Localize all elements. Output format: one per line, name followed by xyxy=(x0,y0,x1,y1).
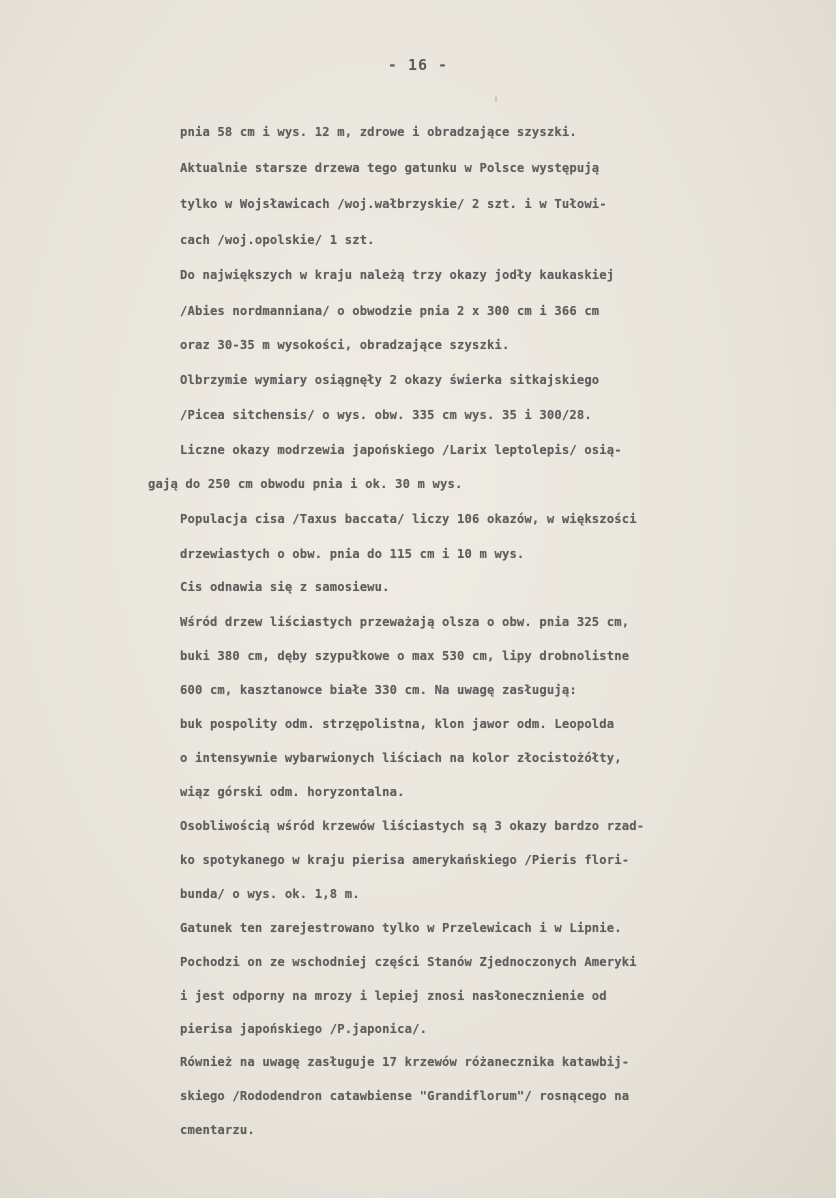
text-line: i jest odporny na mrozy i lepiej znosi nasłonecznienie od xyxy=(180,989,607,1003)
text-line: buk pospolity odm. strzępolistna, klon jawor odm. Leopolda xyxy=(180,717,615,731)
text-line: 600 cm, kasztanowce białe 330 cm. Na uwagę zasługują: xyxy=(180,683,577,697)
text-line: Aktualnie starsze drzewa tego gatunku w Polsce występują xyxy=(180,161,600,175)
text-line: Olbrzymie wymiary osiągnęły 2 okazy świerka sitkajskiego xyxy=(180,373,600,387)
text-line: Osobliwością wśród krzewów liściastych są 3 okazy bardzo rzad- xyxy=(180,819,645,833)
text-line: Również na uwagę zasługuje 17 krzewów różanecznika katawbij- xyxy=(180,1055,630,1069)
text-line: Gatunek ten zarejestrowano tylko w Przelewicach i w Lipnie. xyxy=(180,921,622,935)
paper-speck xyxy=(495,96,497,102)
text-line: cach /woj.opolskie/ 1 szt. xyxy=(180,233,375,247)
text-line: bunda/ o wys. ok. 1,8 m. xyxy=(180,887,360,901)
text-line: o intensywnie wybarwionych liściach na kolor złocistożółty, xyxy=(180,751,622,765)
text-line: gają do 250 cm obwodu pnia i ok. 30 m wys. xyxy=(148,477,463,491)
text-line: Do największych w kraju należą trzy okazy jodły kaukaskiej xyxy=(180,268,615,282)
text-line: Cis odnawia się z samosiewu. xyxy=(180,580,390,594)
text-line: buki 380 cm, dęby szypułkowe o max 530 cm, lipy drobnolistne xyxy=(180,649,630,663)
text-line: Pochodzi on ze wschodniej części Stanów Zjednoczonych Ameryki xyxy=(180,955,637,969)
text-line: ko spotykanego w kraju pierisa amerykańskiego /Pieris flori- xyxy=(180,853,630,867)
text-line: tylko w Wojsławicach /woj.wałbrzyskie/ 2 szt. i w Tułowi- xyxy=(180,197,607,211)
page-number: - 16 - xyxy=(387,56,449,74)
text-line: cmentarzu. xyxy=(180,1123,255,1137)
text-line: Liczne okazy modrzewia japońskiego /Larix leptolepis/ osią- xyxy=(180,443,622,457)
text-line: drzewiastych o obw. pnia do 115 cm i 10 m wys. xyxy=(180,547,525,561)
text-line: pnia 58 cm i wys. 12 m, zdrowe i obradzające szyszki. xyxy=(180,125,577,139)
text-line: /Picea sitchensis/ o wys. obw. 335 cm wys. 35 i 300/28. xyxy=(180,408,592,422)
text-line: pierisa japońskiego /P.japonica/. xyxy=(180,1022,428,1036)
text-line: oraz 30-35 m wysokości, obradzające szyszki. xyxy=(180,338,510,352)
text-line: /Abies nordmanniana/ o obwodzie pnia 2 x 300 cm i 366 cm xyxy=(180,304,600,318)
text-line: skiego /Rododendron catawbiense "Grandiflorum"/ rosnącego na xyxy=(180,1089,630,1103)
text-line: wiąz górski odm. horyzontalna. xyxy=(180,785,405,799)
text-line: Populacja cisa /Taxus baccata/ liczy 106 okazów, w większości xyxy=(180,512,637,526)
text-line: Wśród drzew liściastych przeważają olsza o obw. pnia 325 cm, xyxy=(180,615,630,629)
